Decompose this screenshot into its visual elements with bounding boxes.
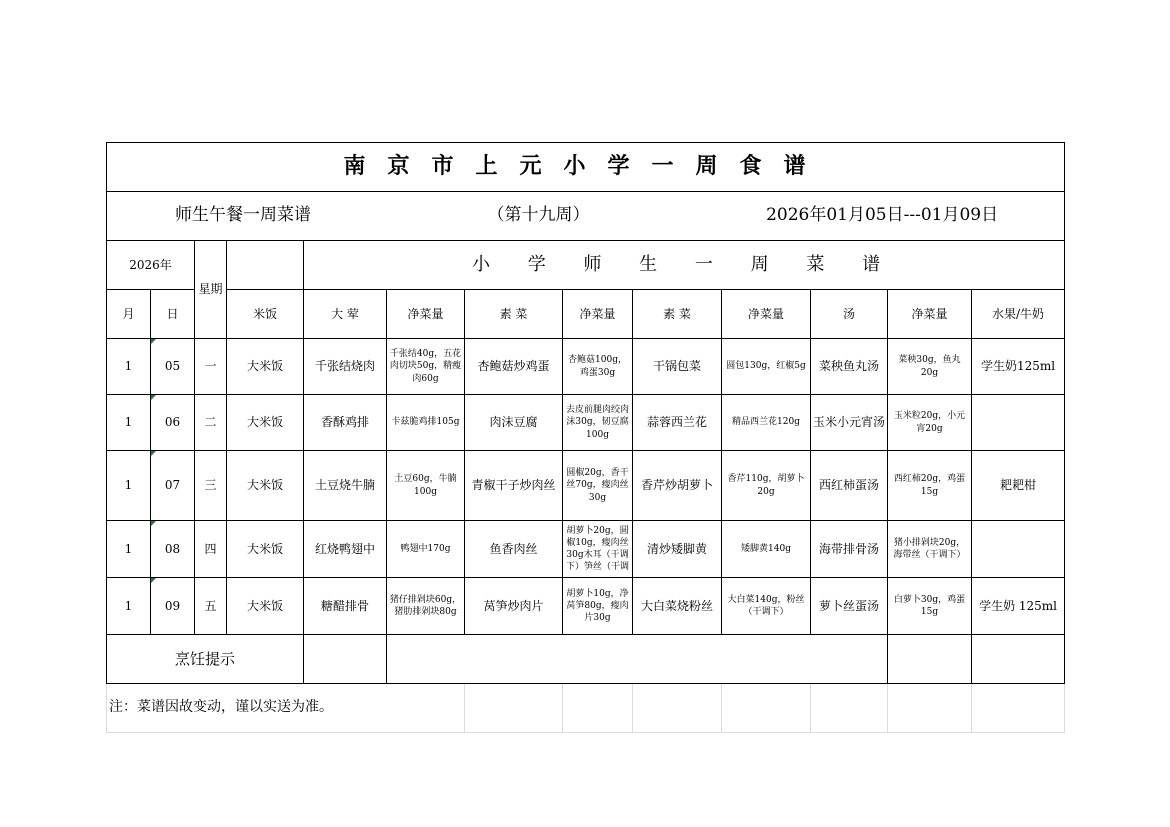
cell-soup: 菜秧鱼丸汤 bbox=[811, 339, 888, 395]
cell-fruit: 学生奶125ml bbox=[972, 339, 1065, 395]
menu-heading: 小 学 师 生 一 周 菜 谱 bbox=[304, 241, 1065, 290]
cell-day: 09 bbox=[151, 578, 195, 635]
cell-month: 1 bbox=[107, 451, 151, 521]
cell-fruit bbox=[972, 521, 1065, 578]
footer-note: 注：菜谱因故变动，谨以实送为准。 bbox=[107, 684, 465, 733]
table-row bbox=[107, 521, 1065, 578]
cell-soup: 西红柿蛋汤 bbox=[811, 451, 888, 521]
cell-main-dish: 香酥鸡排 bbox=[304, 395, 387, 451]
cell-rice: 大米饭 bbox=[227, 521, 304, 578]
header-veg2-net: 净菜量 bbox=[722, 290, 811, 339]
cell-soup-net: 西红柿20g，鸡蛋15g bbox=[888, 451, 972, 521]
cell-veg1: 莴笋炒肉片 bbox=[465, 578, 563, 635]
cell-veg1-net: 圆椒20g，香干丝70g，瘦肉丝30g bbox=[563, 451, 633, 521]
cell-veg2: 蒜蓉西兰花 bbox=[633, 395, 722, 451]
cell-veg1-net: 去皮前腿肉绞肉沫30g，韧豆腐100g bbox=[563, 395, 633, 451]
header-main-dish: 大 荤 bbox=[304, 290, 387, 339]
cell-soup: 萝卜丝蛋汤 bbox=[811, 578, 888, 635]
cell-fruit bbox=[972, 395, 1065, 451]
tips-blank-rice bbox=[304, 635, 387, 684]
subtitle-left: 师生午餐一周菜谱 bbox=[175, 205, 311, 226]
header-veg1-net: 净菜量 bbox=[563, 290, 633, 339]
table-row bbox=[107, 578, 1065, 635]
cell-veg2: 清炒矮脚黄 bbox=[633, 521, 722, 578]
cell-veg1: 青椒干子炒肉丝 bbox=[465, 451, 563, 521]
cell-month: 1 bbox=[107, 578, 151, 635]
cell-weekday: 三 bbox=[195, 451, 227, 521]
subtitle-date-range: 2026年01月05日---01月09日 bbox=[766, 205, 999, 226]
note-blank bbox=[465, 684, 563, 733]
cell-veg2: 大白菜烧粉丝 bbox=[633, 578, 722, 635]
cell-weekday: 四 bbox=[195, 521, 227, 578]
cell-veg2-net: 圆包130g，红椒5g bbox=[722, 339, 811, 395]
cell-fruit: 学生奶 125ml bbox=[972, 578, 1065, 635]
year-label: 2026年 bbox=[107, 241, 195, 290]
cell-main-dish: 土豆烧牛腩 bbox=[304, 451, 387, 521]
cell-soup: 海带排骨汤 bbox=[811, 521, 888, 578]
cell-day: 06 bbox=[151, 395, 195, 451]
header-soup: 汤 bbox=[811, 290, 888, 339]
cell-month: 1 bbox=[107, 521, 151, 578]
cell-veg1-net: 杏鲍菇100g，鸡蛋30g bbox=[563, 339, 633, 395]
cell-main-net: 鸭翅中170g bbox=[387, 521, 465, 578]
header-veg2: 素 菜 bbox=[633, 290, 722, 339]
tips-blank-fruit bbox=[972, 635, 1065, 684]
cell-veg2: 干锅包菜 bbox=[633, 339, 722, 395]
cell-veg1-net: 胡萝卜10g，净莴笋80g，瘦肉片30g bbox=[563, 578, 633, 635]
cell-veg2-net: 矮脚黄140g bbox=[722, 521, 811, 578]
cell-main-net: 千张结40g，五花肉切块50g，精瘦肉60g bbox=[387, 339, 465, 395]
cell-veg1: 鱼香肉丝 bbox=[465, 521, 563, 578]
cell-main-dish: 红烧鸭翅中 bbox=[304, 521, 387, 578]
note-blank bbox=[972, 684, 1065, 733]
cell-rice: 大米饭 bbox=[227, 578, 304, 635]
cell-veg2-net: 大白菜140g，粉丝（干调下） bbox=[722, 578, 811, 635]
cell-veg1-net: 胡萝卜20g，圆椒10g，瘦肉丝30g木耳（干调下）笋丝（干调 bbox=[563, 521, 633, 578]
header-fruit: 水果/牛奶 bbox=[972, 290, 1065, 339]
cell-main-dish: 糖醋排骨 bbox=[304, 578, 387, 635]
cooking-tips-label: 烹饪提示 bbox=[107, 635, 304, 684]
cell-veg2-net: 香芹110g，胡萝卜20g bbox=[722, 451, 811, 521]
weekday-header: 星期 bbox=[195, 241, 227, 339]
cell-soup-net: 白萝卜30g，鸡蛋15g bbox=[888, 578, 972, 635]
cell-month: 1 bbox=[107, 395, 151, 451]
cell-rice: 大米饭 bbox=[227, 395, 304, 451]
cell-month: 1 bbox=[107, 339, 151, 395]
note-blank bbox=[722, 684, 811, 733]
note-blank bbox=[563, 684, 633, 733]
cell-day: 07 bbox=[151, 451, 195, 521]
page-title: 南京市上元小学一周食谱 bbox=[107, 143, 1065, 192]
cell-day: 05 bbox=[151, 339, 195, 395]
cell-rice: 大米饭 bbox=[227, 339, 304, 395]
cell-weekday: 五 bbox=[195, 578, 227, 635]
cell-main-dish: 千张结烧肉 bbox=[304, 339, 387, 395]
tips-content bbox=[387, 635, 888, 684]
cell-weekday: 一 bbox=[195, 339, 227, 395]
cell-veg1: 肉沫豆腐 bbox=[465, 395, 563, 451]
cell-soup-net: 菜秧30g，鱼丸20g bbox=[888, 339, 972, 395]
blank-cell bbox=[227, 241, 304, 290]
header-day: 日 bbox=[151, 290, 195, 339]
header-soup-net: 净菜量 bbox=[888, 290, 972, 339]
header-month: 月 bbox=[107, 290, 151, 339]
tips-blank-soup-net bbox=[888, 635, 972, 684]
cell-main-net: 土豆60g，牛腩100g bbox=[387, 451, 465, 521]
cell-fruit: 耙耙柑 bbox=[972, 451, 1065, 521]
note-blank bbox=[811, 684, 888, 733]
cell-weekday: 二 bbox=[195, 395, 227, 451]
menu-table bbox=[106, 142, 1065, 733]
cell-veg1: 杏鲍菇炒鸡蛋 bbox=[465, 339, 563, 395]
header-veg1: 素 菜 bbox=[465, 290, 563, 339]
cell-rice: 大米饭 bbox=[227, 451, 304, 521]
subtitle-week: （第十九周） bbox=[487, 205, 590, 226]
table-row bbox=[107, 395, 1065, 451]
cell-soup-net: 玉米粒20g，小元宵20g bbox=[888, 395, 972, 451]
header-main-net: 净菜量 bbox=[387, 290, 465, 339]
header-rice: 米饭 bbox=[227, 290, 304, 339]
cell-main-net: 猪仔排剁块60g，猪肋排剁块80g bbox=[387, 578, 465, 635]
cell-soup: 玉米小元宵汤 bbox=[811, 395, 888, 451]
menu-sheet bbox=[106, 142, 1064, 733]
cell-soup-net: 猪小排剁块20g，海带丝（干调下） bbox=[888, 521, 972, 578]
cell-main-net: 卡兹脆鸡排105g bbox=[387, 395, 465, 451]
table-row bbox=[107, 339, 1065, 395]
subtitle-row bbox=[107, 192, 1065, 241]
note-blank bbox=[633, 684, 722, 733]
cell-day: 08 bbox=[151, 521, 195, 578]
cell-veg2-net: 精品西兰花120g bbox=[722, 395, 811, 451]
note-blank bbox=[888, 684, 972, 733]
cell-veg2: 香芹炒胡萝卜 bbox=[633, 451, 722, 521]
table-row bbox=[107, 451, 1065, 521]
